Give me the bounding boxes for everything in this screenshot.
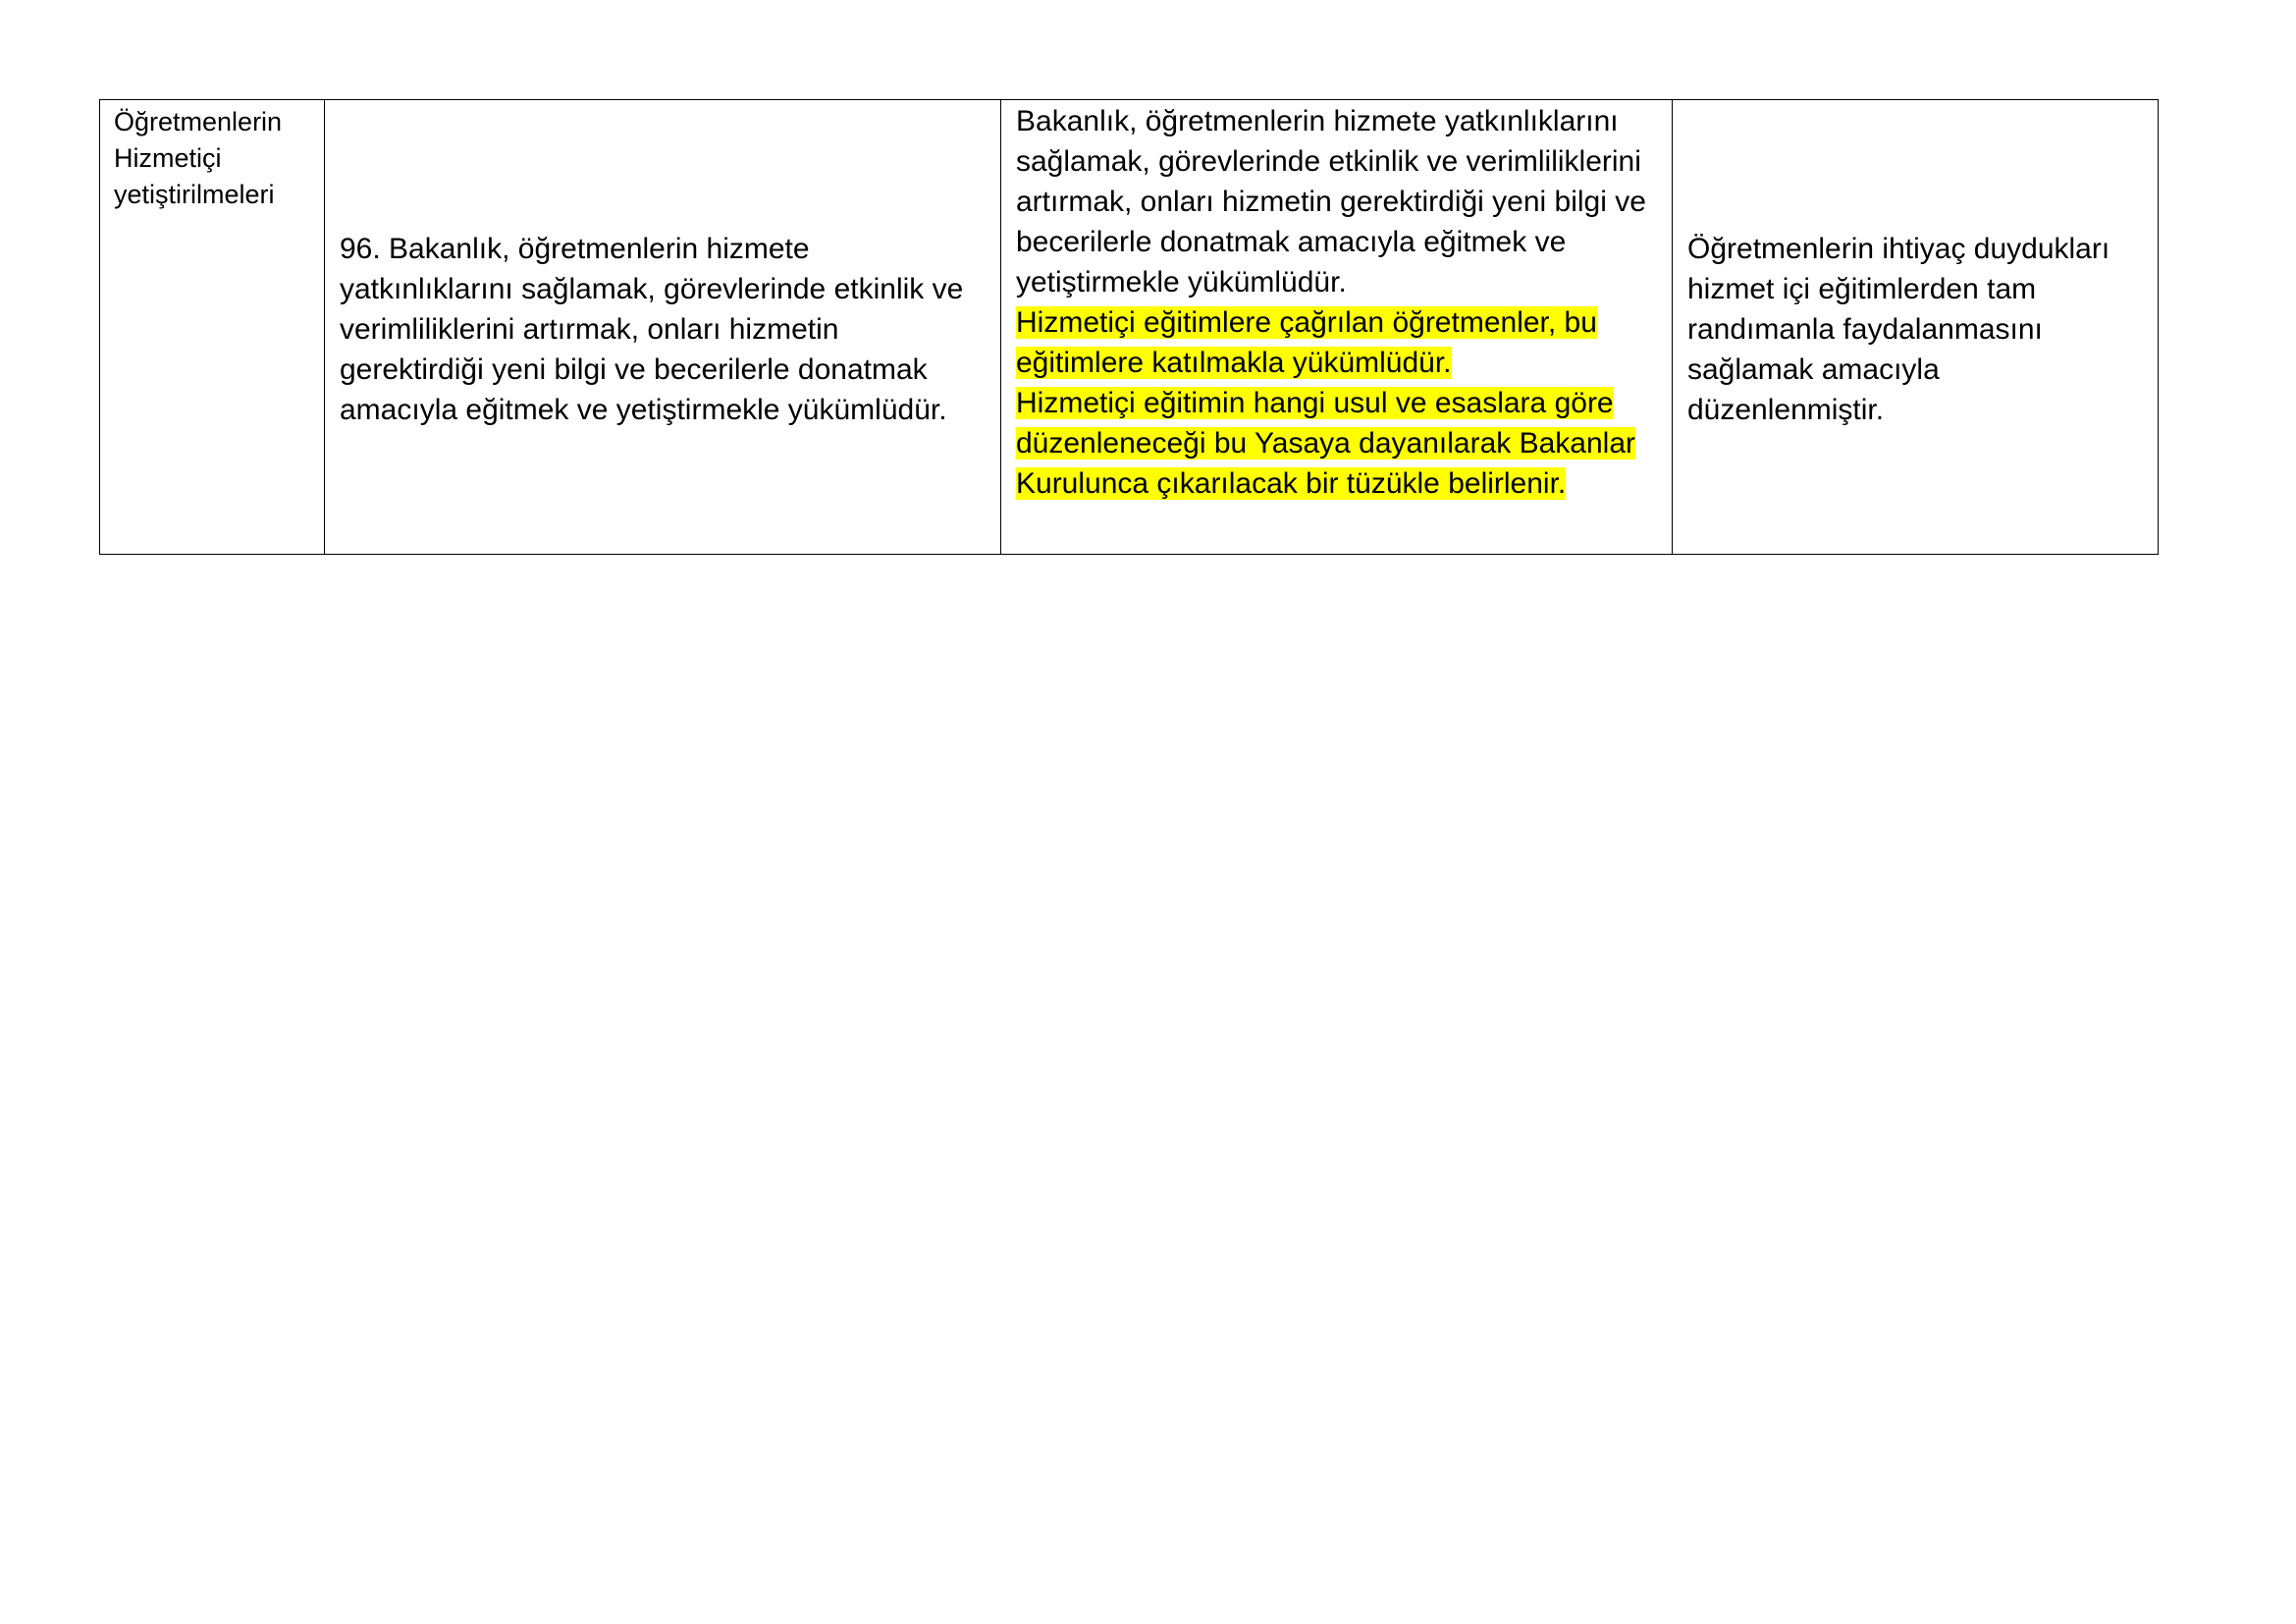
current-text: 96. Bakanlık, öğretmenlerin hizmete yatkınlıklarını sağlamak, görevlerinde etkinlik ve verimliliklerini artırmak, onları hizmetin gerektirdiği yeni bilgi ve becerilerle donatmak amacıyla eğitmek ve yetiştirmekle yükümlüdür. [340,233,964,426]
proposed-highlighted-paragraph-1: Hizmetiçi eğitimlere çağrılan öğretmenler, bu eğitimlere katılmakla yükümlüdür. [1016,306,1597,379]
rationale-cell [1673,100,2159,555]
topic-text: Öğretmenlerin Hizmetiçi yetiştirilmeleri [114,107,283,209]
proposed-plain-paragraph: Bakanlık, öğretmenlerin hizmete yatkınlıklarını sağlamak, görevlerinde etkinlik ve verimliliklerini artırmak, onları hizmetin gerektirdiği yeni bilgi ve becerilerle donatmak amacıyla eğitmek ve yetiştirmekle yükümlüdür. [1016,105,1646,298]
topic-cell [100,100,325,555]
current-text-cell [325,100,1001,555]
comparison-table [99,99,2159,555]
table-row [100,100,2159,555]
proposed-text-cell [1001,100,1673,555]
proposed-highlighted-paragraph-2: Hizmetiçi eğitimin hangi usul ve esaslara göre düzenleneceği bu Yasaya dayanılarak Bakanlar Kurulunca çıkarılacak bir tüzükle belirlenir. [1016,387,1635,500]
rationale-text: Öğretmenlerin ihtiyaç duydukları hizmet içi eğitimlerden tam randımanla faydalanmasını sağlamak amacıyla düzenlenmiştir. [1687,233,2110,426]
proposed-text [1001,100,1672,504]
